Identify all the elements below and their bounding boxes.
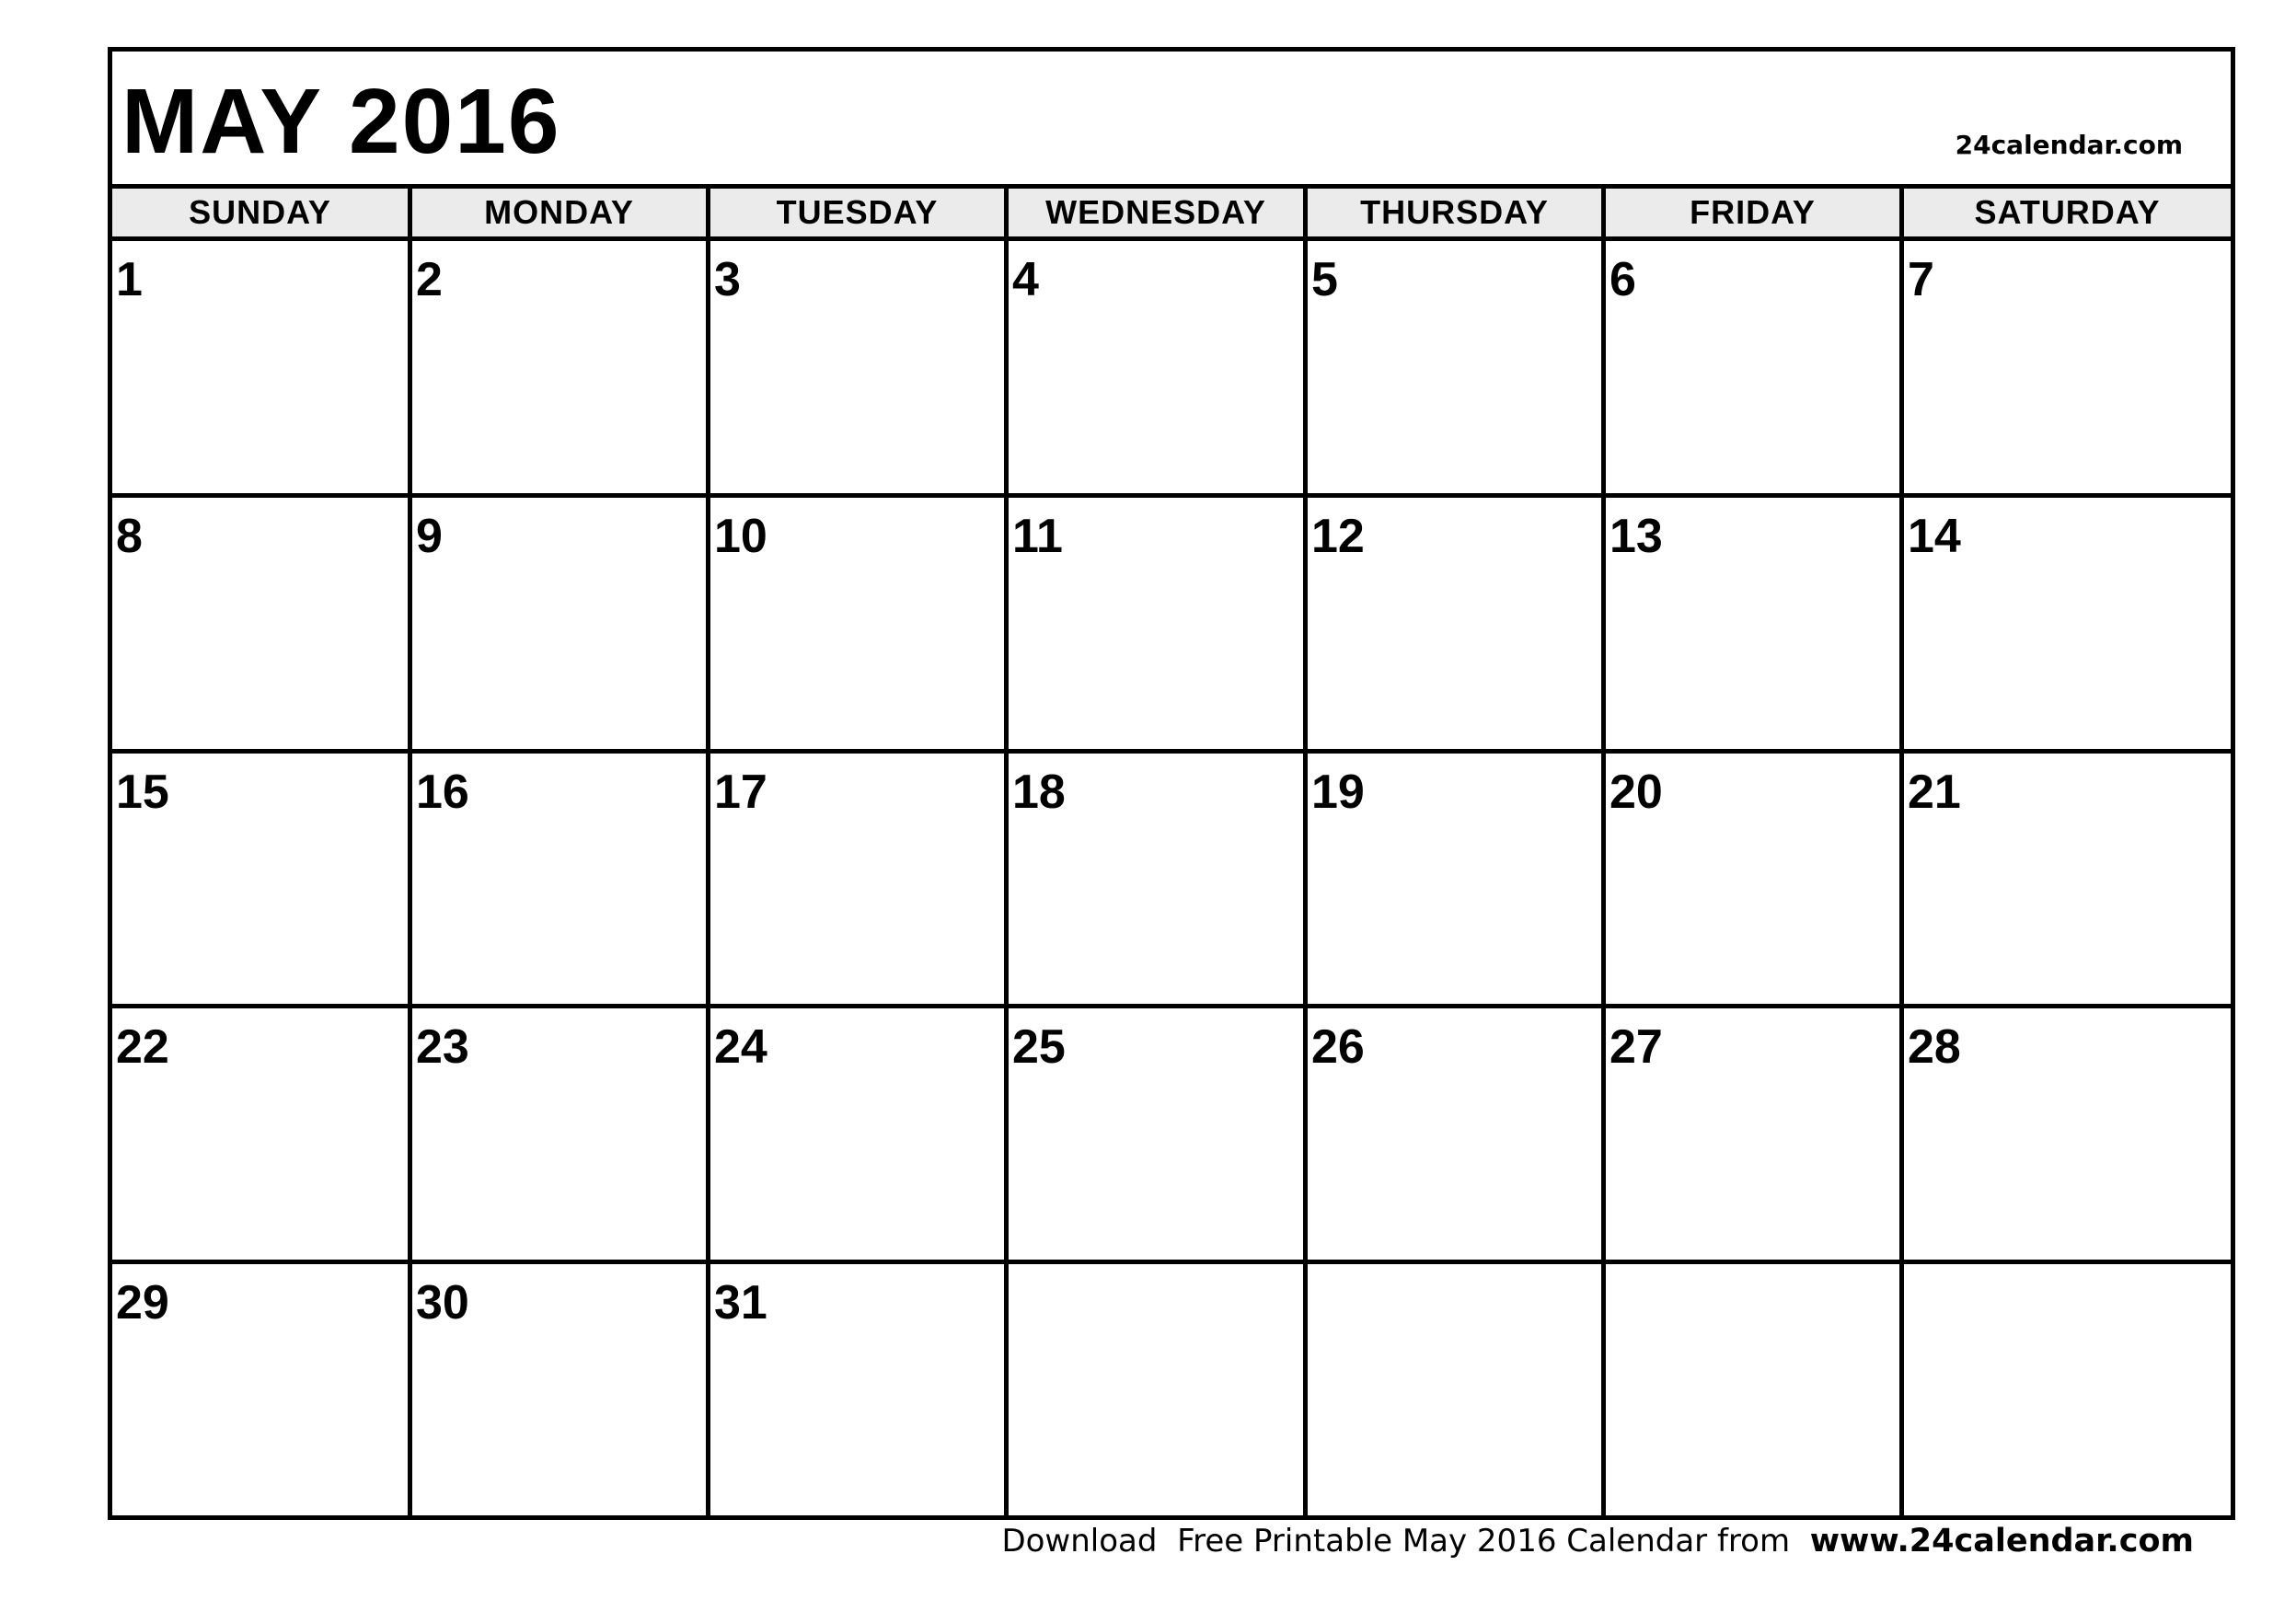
day-number: 17 (714, 765, 767, 819)
day-cell-25[interactable] (1009, 1008, 1303, 1261)
day-number: 13 (1610, 510, 1663, 563)
day-number: 28 (1908, 1020, 1961, 1074)
day-number: 22 (116, 1020, 169, 1074)
day-cell-22[interactable] (112, 1008, 408, 1261)
day-number: 20 (1610, 765, 1663, 819)
day-number: 31 (714, 1276, 767, 1329)
day-cell-23[interactable] (412, 1008, 706, 1261)
day-number: 16 (416, 765, 469, 819)
day-cell-21[interactable] (1904, 754, 2231, 1006)
day-cell-19[interactable] (1308, 754, 1601, 1006)
day-number: 8 (116, 510, 143, 563)
day-number: 18 (1012, 765, 1066, 819)
day-cell-2[interactable] (412, 241, 706, 493)
day-number: 24 (714, 1020, 767, 1074)
empty-day-cell[interactable] (1606, 1264, 1899, 1514)
day-number: 3 (714, 253, 741, 306)
day-number: 25 (1012, 1020, 1066, 1074)
day-number: 26 (1311, 1020, 1365, 1074)
day-cell-29[interactable] (112, 1264, 408, 1514)
day-cell-26[interactable] (1308, 1008, 1601, 1261)
day-cell-6[interactable] (1606, 241, 1899, 493)
site-label: 24calendar.com (1955, 130, 2183, 160)
weekday-label-wednesday: WEDNESDAY (1045, 193, 1266, 231)
weekday-label-saturday: SATURDAY (1974, 193, 2161, 231)
day-cell-27[interactable] (1606, 1008, 1899, 1261)
day-number: 27 (1610, 1020, 1663, 1074)
day-cell-28[interactable] (1904, 1008, 2231, 1261)
weekday-label-sunday: SUNDAY (189, 193, 331, 231)
day-cell-5[interactable] (1308, 241, 1601, 493)
day-number: 2 (416, 253, 443, 306)
day-number: 11 (1012, 510, 1063, 563)
day-cell-24[interactable] (710, 1008, 1004, 1261)
day-number: 21 (1908, 765, 1961, 819)
day-number: 10 (714, 510, 767, 563)
day-cell-11[interactable] (1009, 498, 1303, 751)
day-cell-16[interactable] (412, 754, 706, 1006)
day-cell-8[interactable] (112, 498, 408, 751)
weekday-label-thursday: THURSDAY (1360, 193, 1549, 231)
day-number: 9 (416, 510, 443, 563)
day-number: 6 (1610, 253, 1636, 306)
day-number: 29 (116, 1276, 169, 1329)
day-cell-13[interactable] (1606, 498, 1899, 751)
day-number: 12 (1311, 510, 1365, 563)
empty-day-cell[interactable] (1009, 1264, 1303, 1514)
day-cell-7[interactable] (1904, 241, 2231, 493)
day-number: 1 (116, 253, 143, 306)
day-cell-9[interactable] (412, 498, 706, 751)
day-number: 19 (1311, 765, 1365, 819)
day-cell-3[interactable] (710, 241, 1004, 493)
day-number: 4 (1012, 253, 1039, 306)
month-title: MAY 2016 (121, 70, 561, 173)
calendar-grid (112, 189, 2231, 1515)
weekday-label-friday: FRIDAY (1690, 193, 1816, 231)
day-number: 15 (116, 765, 169, 819)
footer-text: Download Free Printable May 2016 Calendar from (1001, 1523, 1791, 1560)
day-cell-18[interactable] (1009, 754, 1303, 1006)
day-cell-4[interactable] (1009, 241, 1303, 493)
day-cell-15[interactable] (112, 754, 408, 1006)
day-number: 5 (1311, 253, 1338, 306)
empty-day-cell[interactable] (1904, 1264, 2231, 1514)
day-cell-14[interactable] (1904, 498, 2231, 751)
day-cell-1[interactable] (112, 241, 408, 493)
empty-day-cell[interactable] (1308, 1264, 1601, 1514)
calendar-page (108, 47, 2235, 1520)
weekday-label-monday: MONDAY (484, 193, 634, 231)
footer-note (1001, 1520, 2194, 1562)
day-number: 7 (1908, 253, 1934, 306)
day-cell-10[interactable] (710, 498, 1004, 751)
day-cell-17[interactable] (710, 754, 1004, 1006)
weekday-label-tuesday: TUESDAY (776, 193, 939, 231)
calendar-header (112, 52, 2231, 189)
footer-link[interactable]: www.24calendar.com (1809, 1523, 2194, 1560)
day-cell-20[interactable] (1606, 754, 1899, 1006)
day-cell-12[interactable] (1308, 498, 1601, 751)
day-number: 14 (1908, 510, 1961, 563)
day-cell-31[interactable] (710, 1264, 1004, 1514)
day-number: 30 (416, 1276, 469, 1329)
day-cell-30[interactable] (412, 1264, 706, 1514)
day-number: 23 (416, 1020, 469, 1074)
weekday-header-row (112, 189, 2231, 241)
